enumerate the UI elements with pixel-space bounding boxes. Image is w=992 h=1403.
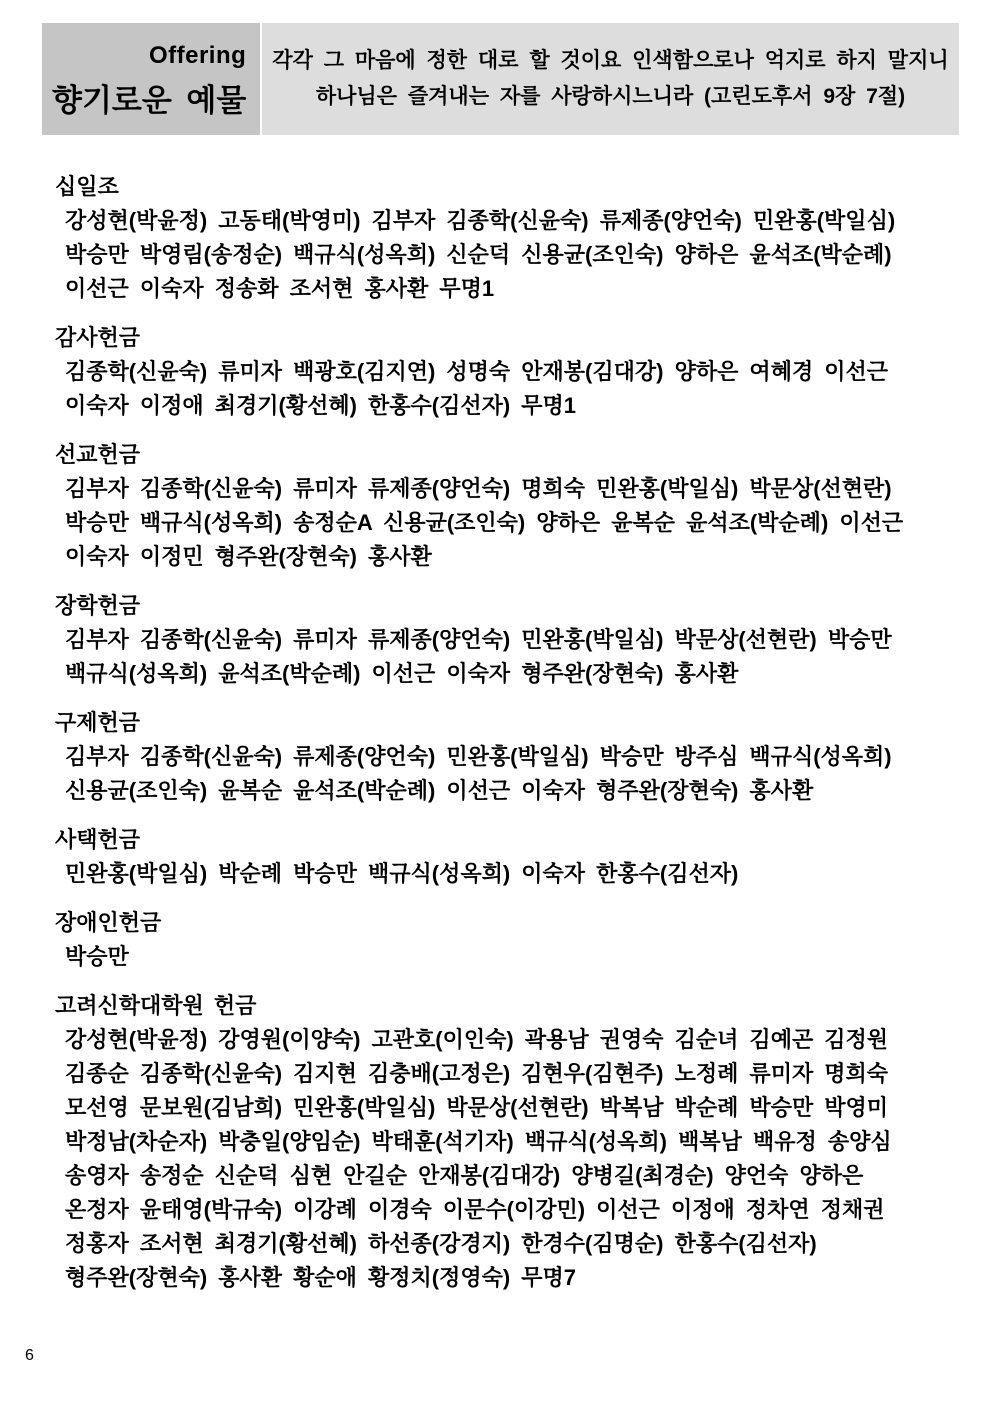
- name-line: 송영자 송정순 신순덕 심현 안길순 안재봉(김대강) 양병길(최경순) 양언숙 양하은: [65, 1163, 864, 1188]
- name-line: 이숙자 이정민 형주완(장현숙) 홍사환: [65, 544, 432, 569]
- section-title: 감사헌금: [55, 325, 141, 350]
- section-title: 고려신학대학원 헌금: [55, 993, 257, 1018]
- name-line: 김종순 김종학(신윤숙) 김지현 김충배(고정은) 김현우(김현주) 노정례 류미자 명희숙: [65, 1061, 889, 1086]
- name-line: 정홍자 조서현 최경기(황선혜) 하선종(강경지) 한경수(김명순) 한홍수(김선자): [65, 1231, 817, 1256]
- scripture-verse-line-1: 각각 그 마음에 정한 대로 할 것이요 인색함으로나 억지로 하지 말지니: [272, 49, 949, 72]
- name-line: 민완홍(박일심) 박순례 박승만 백규식(성옥희) 이숙자 한홍수(김선자): [65, 861, 739, 886]
- offering-title-korean: 향기로운 예물: [52, 83, 247, 118]
- offering-header: [42, 23, 956, 135]
- section-title: 장학헌금: [55, 593, 141, 618]
- section-title: 선교헌금: [55, 442, 141, 467]
- name-line: 박정남(차순자) 박충일(양임순) 박태훈(석기자) 백규식(성옥희) 백복남 백유정 송양심: [65, 1129, 892, 1154]
- name-line: 강성현(박윤정) 강영원(이양숙) 고관호(이인숙) 곽용남 권영숙 김순녀 김예곤 김정원: [65, 1027, 889, 1052]
- name-line: 형주완(장현숙) 홍사환 황순애 황정치(정영숙) 무명7: [65, 1265, 577, 1290]
- name-line: 모선영 문보원(김남희) 민완홍(박일심) 박문상(선현란) 박복남 박순례 박승만 박영미: [65, 1095, 889, 1120]
- scripture-verse-box: [262, 23, 958, 135]
- name-line: 이숙자 이정애 최경기(황선혜) 한홍수(김선자) 무명1: [65, 393, 577, 418]
- offering-title-box: [42, 23, 260, 135]
- section-title: 십일조: [55, 174, 119, 199]
- scripture-verse-line-2: 하나님은 즐겨내는 자를 사랑하시느니라 (고린도후서 9장 7절): [315, 85, 906, 108]
- offering-section: [55, 706, 956, 808]
- offering-label-english: Offering: [148, 42, 247, 69]
- name-line: 박승만: [65, 944, 129, 969]
- offering-section: [55, 589, 956, 691]
- name-line: 김종학(신윤숙) 류미자 백광호(김지연) 성명숙 안재봉(김대강) 양하은 여혜경 이선근: [65, 359, 889, 384]
- page-number: 6: [25, 1347, 34, 1364]
- offering-section: [55, 823, 956, 891]
- offering-sections: [55, 170, 956, 1295]
- offering-section: [55, 170, 956, 306]
- section-title: 구제헌금: [55, 710, 141, 735]
- name-line: 박승만 박영림(송정순) 백규식(성옥희) 신순덕 신용균(조인숙) 양하은 윤석조(박순례): [65, 242, 892, 267]
- name-line: 온정자 윤태영(박규숙) 이강례 이경숙 이문수(이강민) 이선근 이정애 정차연 정채권: [65, 1197, 885, 1222]
- name-line: 김부자 김종학(신윤숙) 류미자 류제종(양언숙) 명희숙 민완홍(박일심) 박문상(선현란): [65, 476, 892, 501]
- name-line: 김부자 김종학(신윤숙) 류제종(양언숙) 민완홍(박일심) 박승만 방주심 백규식(성옥희): [65, 744, 892, 769]
- section-title: 장애인헌금: [55, 910, 162, 935]
- name-line: 신용균(조인숙) 윤복순 윤석조(박순례) 이선근 이숙자 형주완(장현숙) 홍사환: [65, 778, 814, 803]
- section-title: 사택헌금: [55, 827, 141, 852]
- name-line: 박승만 백규식(성옥희) 송정순A 신용균(조인숙) 양하은 윤복순 윤석조(박순례) 이선근: [65, 510, 904, 535]
- offering-section: [55, 438, 956, 574]
- offering-section: [55, 906, 956, 974]
- name-line: 백규식(성옥희) 윤석조(박순례) 이선근 이숙자 형주완(장현숙) 홍사환: [65, 661, 739, 686]
- offering-section: [55, 989, 956, 1295]
- name-line: 김부자 김종학(신윤숙) 류미자 류제종(양언숙) 민완홍(박일심) 박문상(선현란) 박승만: [65, 627, 892, 652]
- name-line: 강성현(박윤정) 고동태(박영미) 김부자 김종학(신윤숙) 류제종(양언숙) 민완홍(박일심): [65, 208, 896, 233]
- name-line: 이선근 이숙자 정송화 조서현 홍사환 무명1: [65, 276, 495, 301]
- offering-section: [55, 321, 956, 423]
